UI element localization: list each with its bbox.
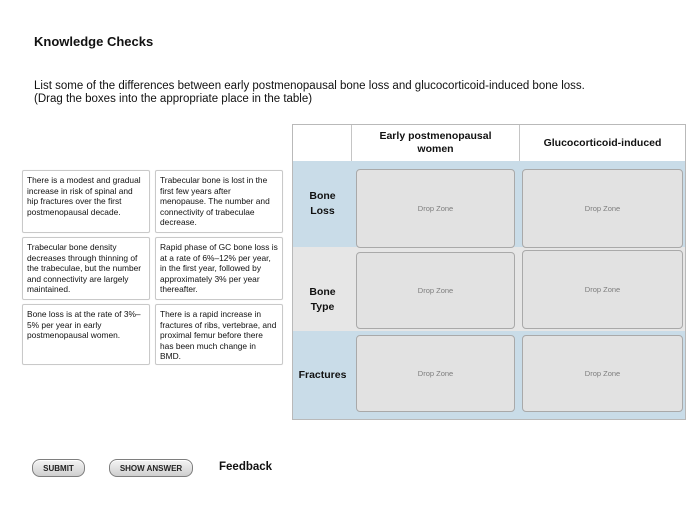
drop-zone-bone-type-postmenopausal[interactable]: Drop Zone [356,252,515,329]
drop-zone-fractures-glucocorticoid[interactable]: Drop Zone [522,335,683,412]
drop-zone-bone-type-glucocorticoid[interactable]: Drop Zone [522,250,683,329]
drop-zone-bone-loss-postmenopausal[interactable]: Drop Zone [356,169,515,248]
row-label-bone-type: Bone Type [309,286,336,313]
draggable-card-trabecular-lost[interactable]: Trabecular bone is lost in the first few years after menopause. The number and connectivity of trabeculae decrease. [155,170,283,233]
row-label-bone-loss: Bone Loss [309,190,336,217]
drop-zone-bone-loss-glucocorticoid[interactable]: Drop Zone [522,169,683,248]
row-label-fractures: Fractures [298,368,347,381]
show-answer-button[interactable]: SHOW ANSWER [109,459,193,477]
column-header-postmenopausal: Early postmenopausal women [352,125,520,161]
feedback-label: Feedback [219,461,273,473]
submit-button[interactable]: SUBMIT [32,459,85,477]
drop-zone-fractures-postmenopausal[interactable]: Drop Zone [356,335,515,412]
instruction-line-1: List some of the differences between early postmenopausal bone loss and glucocorticoid-induced bone loss. [34,80,585,92]
page-title: Knowledge Checks [34,34,154,49]
column-header-glucocorticoid: Glucocorticoid-induced [543,136,662,149]
draggable-card-rapid-fracture-increase[interactable]: There is a rapid increase in fractures of ribs, vertebrae, and proximal femur before there has been much change in BMD. [155,304,283,365]
instruction-line-2: (Drag the boxes into the appropriate place in the table) [34,93,313,105]
instructions [34,80,654,106]
table-corner-cell [293,125,352,161]
draggable-card-gc-rapid-loss[interactable]: Rapid phase of GC bone loss is at a rate of 6%–12% per year, in the first year, followed by approximately 3% per year thereafter. [155,237,283,300]
classification-table [292,124,686,420]
draggable-card-trabecular-thinning[interactable]: Trabecular bone density decreases through thinning of the trabeculae, but the number and connectivity are largely maintained. [22,237,150,300]
draggable-card-loss-rate-postmenopausal[interactable]: Bone loss is at the rate of 3%–5% per year in early postmenopausal women. [22,304,150,365]
draggable-card-fracture-risk-modest[interactable]: There is a modest and gradual increase in risk of spinal and hip fractures over the first postmenopausal decade. [22,170,150,233]
